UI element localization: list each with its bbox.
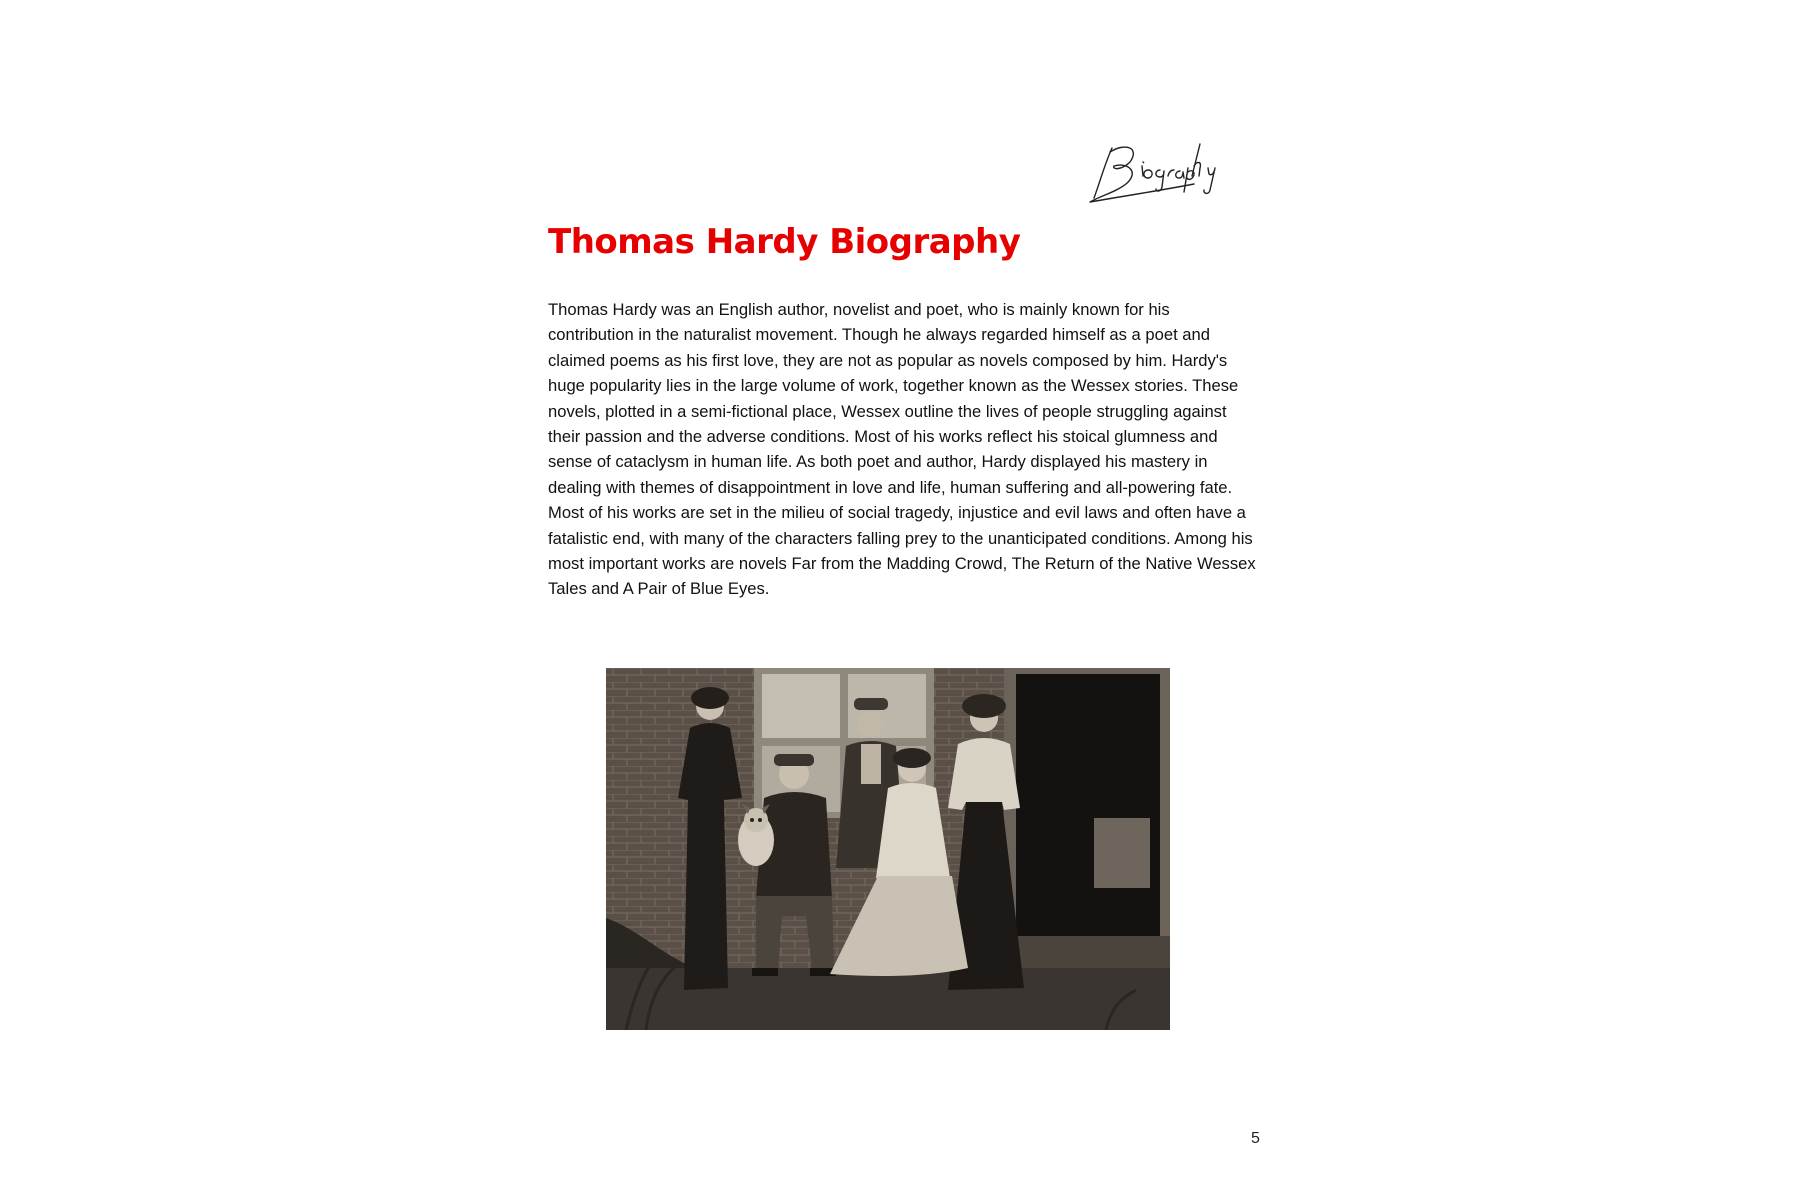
biography-paragraph: Thomas Hardy was an English author, novelist and poet, who is mainly known for his contribution in the naturalist movement. Though he always regarded himself as a poet and claimed poems as his first love, they are not as popular as novels composed by him. Hardy's huge popularity lies in the large volume of work, together known as the Wessex stories. These novels, plotted in a semi-fictional place, Wessex outline the lives of people struggling against their passion and the adverse conditions. Most of his works reflect his stoical glumness and sense of cataclysm in human life. As both poet and author, Hardy displayed his mastery in dealing with themes of disappointment in love and life, human suffering and all-powering fate. Most of his works are set in the milieu of social tragedy, injustice and evil laws and often have a fatalistic end, with many of the characters falling prey to the unanticipated conditions. Among his most important works are novels Far from the Madding Crowd, The Return of the Native Wessex Tales and A Pair of Blue Eyes.	[548, 300, 1256, 599]
biography-signature	[1082, 118, 1232, 213]
page-title: Thomas Hardy Biography	[548, 222, 1021, 262]
family-photograph	[606, 668, 1170, 1030]
page-number: 5	[1251, 1130, 1260, 1147]
signature-drawing	[1082, 118, 1232, 213]
photograph-drawing	[606, 668, 1170, 1030]
